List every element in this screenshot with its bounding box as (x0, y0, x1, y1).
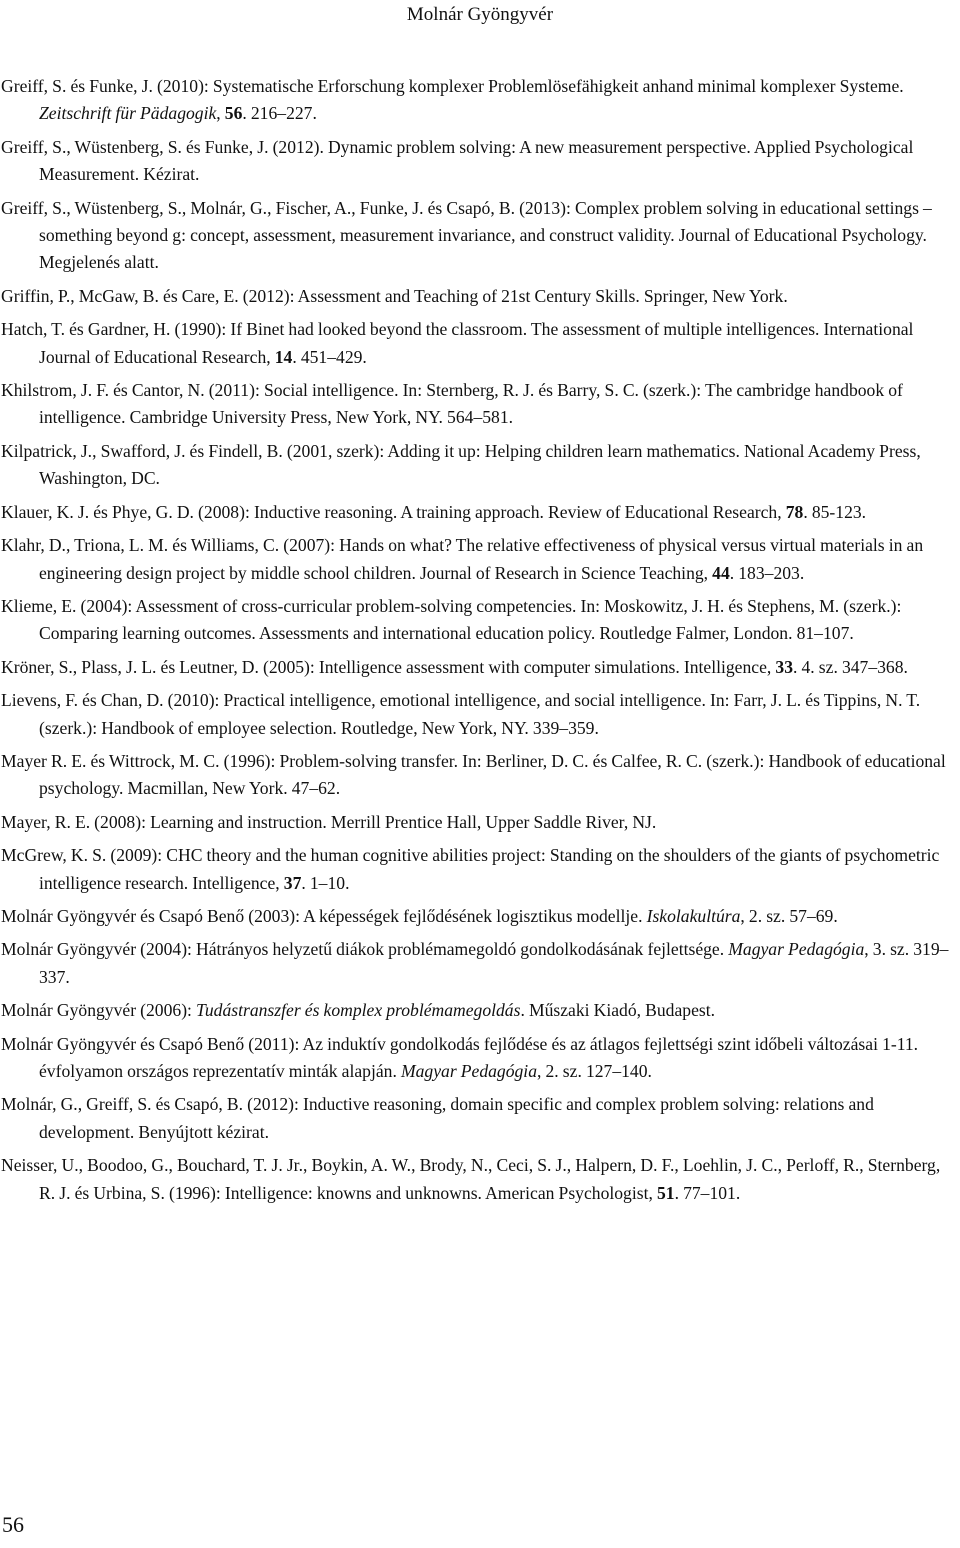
reference-text: Klauer, K. J. és Phye, G. D. (2008): Inductive reasoning. A training approach. Review of Educational Research, (1, 501, 786, 522)
reference-entry (1, 687, 957, 742)
reference-volume: 14 (274, 346, 293, 367)
reference-entry (1, 936, 957, 991)
reference-text: Greiff, S. és Funke, J. (2010): Systematische Erforschung komplexer Problemlösefähigkeit anhand minimal komplexer Systeme. (1, 76, 904, 96)
reference-text: Molnár, G., Greiff, S. és Csapó, B. (2012): Inductive reasoning, domain specific and complex problem solving: relations and development. Benyújtott kézirat. (1, 1094, 874, 1142)
reference-text: . 451–429. (292, 346, 367, 367)
reference-volume: 51 (656, 1182, 675, 1203)
reference-entry (1, 499, 957, 526)
reference-text: Molnár Gyöngyvér (2006): (1, 1000, 197, 1021)
reference-entry (1, 1152, 957, 1207)
reference-entry (1, 1031, 957, 1086)
page-number: 56 (2, 1512, 24, 1537)
reference-text: . 85-123. (803, 501, 867, 522)
reference-text: Neisser, U., Boodoo, G., Bouchard, T. J. Jr., Boykin, A. W., Brody, N., Ceci, S. J., Halpern, D. F., Loehlin, J. C., Perloff, R., Sternberg, R. J. és Urbina, S. (1996): Intelligence: knowns and unknowns. American Psychologist, (1, 1155, 941, 1203)
reference-journal-title: Magyar Pedagógia (728, 939, 865, 960)
reference-text: Griffin, P., McGaw, B. és Care, E. (2012): Assessment and Teaching of 21st Century Skills. Springer, New York. (1, 285, 788, 306)
reference-entry (1, 842, 957, 897)
reference-text: , 2. sz. 57–69. (740, 905, 838, 926)
reference-text: Greiff, S., Wüstenberg, S. és Funke, J. (2012). Dynamic problem solving: A new measurement perspective. Applied Psychological Measurement. Kézirat. (1, 136, 914, 185)
reference-text: McGrew, K. S. (2009): CHC theory and the human cognitive abilities project: Standing on the shoulders of the giants of psychometric intelligence research. Intelligence, (1, 845, 940, 893)
reference-journal-title: Magyar Pedagógia (400, 1061, 537, 1081)
reference-journal-title: Zeitschrift für Pädagogik (39, 103, 217, 124)
reference-entry (1, 438, 957, 493)
reference-list (1, 73, 957, 1213)
reference-entry (1, 316, 957, 371)
reference-journal-title: Iskolakultúra (646, 905, 741, 926)
reference-entry (1, 593, 957, 648)
reference-text: , (216, 103, 225, 124)
reference-text: Mayer R. E. és Wittrock, M. C. (1996): Problem-solving transfer. In: Berliner, D. C. és Calfee, R. C. (szerk.): Handbook of educational psychology. Macmillan, New York. 47–62. (1, 750, 946, 799)
reference-entry (1, 377, 957, 432)
reference-volume: 56 (224, 103, 243, 124)
reference-text: Greiff, S., Wüstenberg, S., Molnár, G., Fischer, A., Funke, J. és Csapó, B. (2013): Complex problem solving in educational settings – something beyond g: concept, assessment, measurement invariance, and construct validity. Journal of Educational Psychology. Megjelenés alatt. (1, 197, 932, 273)
reference-entry (1, 532, 957, 587)
reference-text: . 183–203. (729, 562, 805, 583)
reference-text: , 2. sz. 127–140. (537, 1061, 652, 1081)
reference-text: Molnár Gyöngyvér (2004): Hátrányos helyzetű diákok problémamegoldó gondolkodásának fejlettsége. (1, 939, 729, 960)
reference-volume: 44 (712, 562, 730, 583)
running-title: Molnár Gyöngyvér (406, 4, 554, 25)
reference-text: . 77–101. (674, 1182, 741, 1203)
reference-volume: 37 (283, 872, 302, 893)
reference-entry (1, 1091, 957, 1146)
reference-entry (1, 73, 957, 128)
reference-entry (1, 654, 957, 681)
reference-entry (1, 134, 957, 189)
reference-text: Lievens, F. és Chan, D. (2010): Practical intelligence, emotional intelligence, and social intelligence. In: Farr, J. L. és Tippins, N. T. (szerk.): Handbook of employee selection. Routledge, New York, NY. 339–359. (1, 690, 921, 738)
reference-text: Molnár Gyöngyvér és Csapó Benő (2011): Az induktív gondolkodás fejlődése és az átlagos fejlettségi szint időbeli változásai 1-11. évfolyamon országos reprezentatív minták alapján. (1, 1033, 919, 1081)
reference-text: Molnár Gyöngyvér és Csapó Benő (2003): A képességek fejlődésének logisztikus modellje. (1, 905, 647, 926)
reference-text: Mayer, R. E. (2008): Learning and instruction. Merrill Prentice Hall, Upper Saddle River, NJ. (1, 811, 657, 832)
reference-entry (1, 809, 957, 836)
reference-entry (1, 283, 957, 310)
reference-volume: 33 (775, 656, 793, 677)
reference-journal-title: Tudástranszfer és komplex problémamegoldás (196, 1000, 521, 1021)
reference-text: Klahr, D., Triona, L. M. és Williams, C. (2007): Hands on what? The relative effectiveness of physical versus virtual materials in an engineering design project by middle school children. Journal of Research in Science Teaching, (1, 535, 924, 583)
reference-text: Klieme, E. (2004): Assessment of cross-curricular problem-solving competencies. In: Moskowitz, J. H. és Stephens, M. (szerk.): Comparing learning outcomes. Assessments and international education policy. Routledge Falmer, London. 81–107. (1, 595, 902, 644)
reference-text: Kilpatrick, J., Swafford, J. és Findell, B. (2001, szerk): Adding it up: Helping children learn mathematics. National Academy Press, Washington, DC. (1, 440, 921, 489)
reference-text: , 3. sz. 319–337. (39, 939, 949, 987)
reference-text: . 216–227. (242, 103, 317, 124)
reference-text: Hatch, T. és Gardner, H. (1990): If Binet had looked beyond the classroom. The assessment of multiple intelligences. International Journal of Educational Research, (1, 319, 914, 367)
reference-entry (1, 997, 957, 1024)
reference-entry (1, 903, 957, 930)
reference-text: . 1–10. (301, 872, 350, 893)
reference-text: . 4. sz. 347–368. (793, 656, 908, 677)
reference-volume: 78 (785, 501, 804, 522)
reference-entry (1, 748, 957, 803)
reference-text: Khilstrom, J. F. és Cantor, N. (2011): Social intelligence. In: Sternberg, R. J. és Barry, S. C. (szerk.): The cambridge handbook of intelligence. Cambridge University Press, New York, NY. 564–581. (1, 380, 903, 428)
reference-text: Kröner, S., Plass, J. L. és Leutner, D. (2005): Intelligence assessment with computer simulations. Intelligence, (1, 656, 776, 677)
reference-text: . Műszaki Kiadó, Budapest. (520, 1000, 716, 1021)
reference-entry (1, 195, 957, 277)
